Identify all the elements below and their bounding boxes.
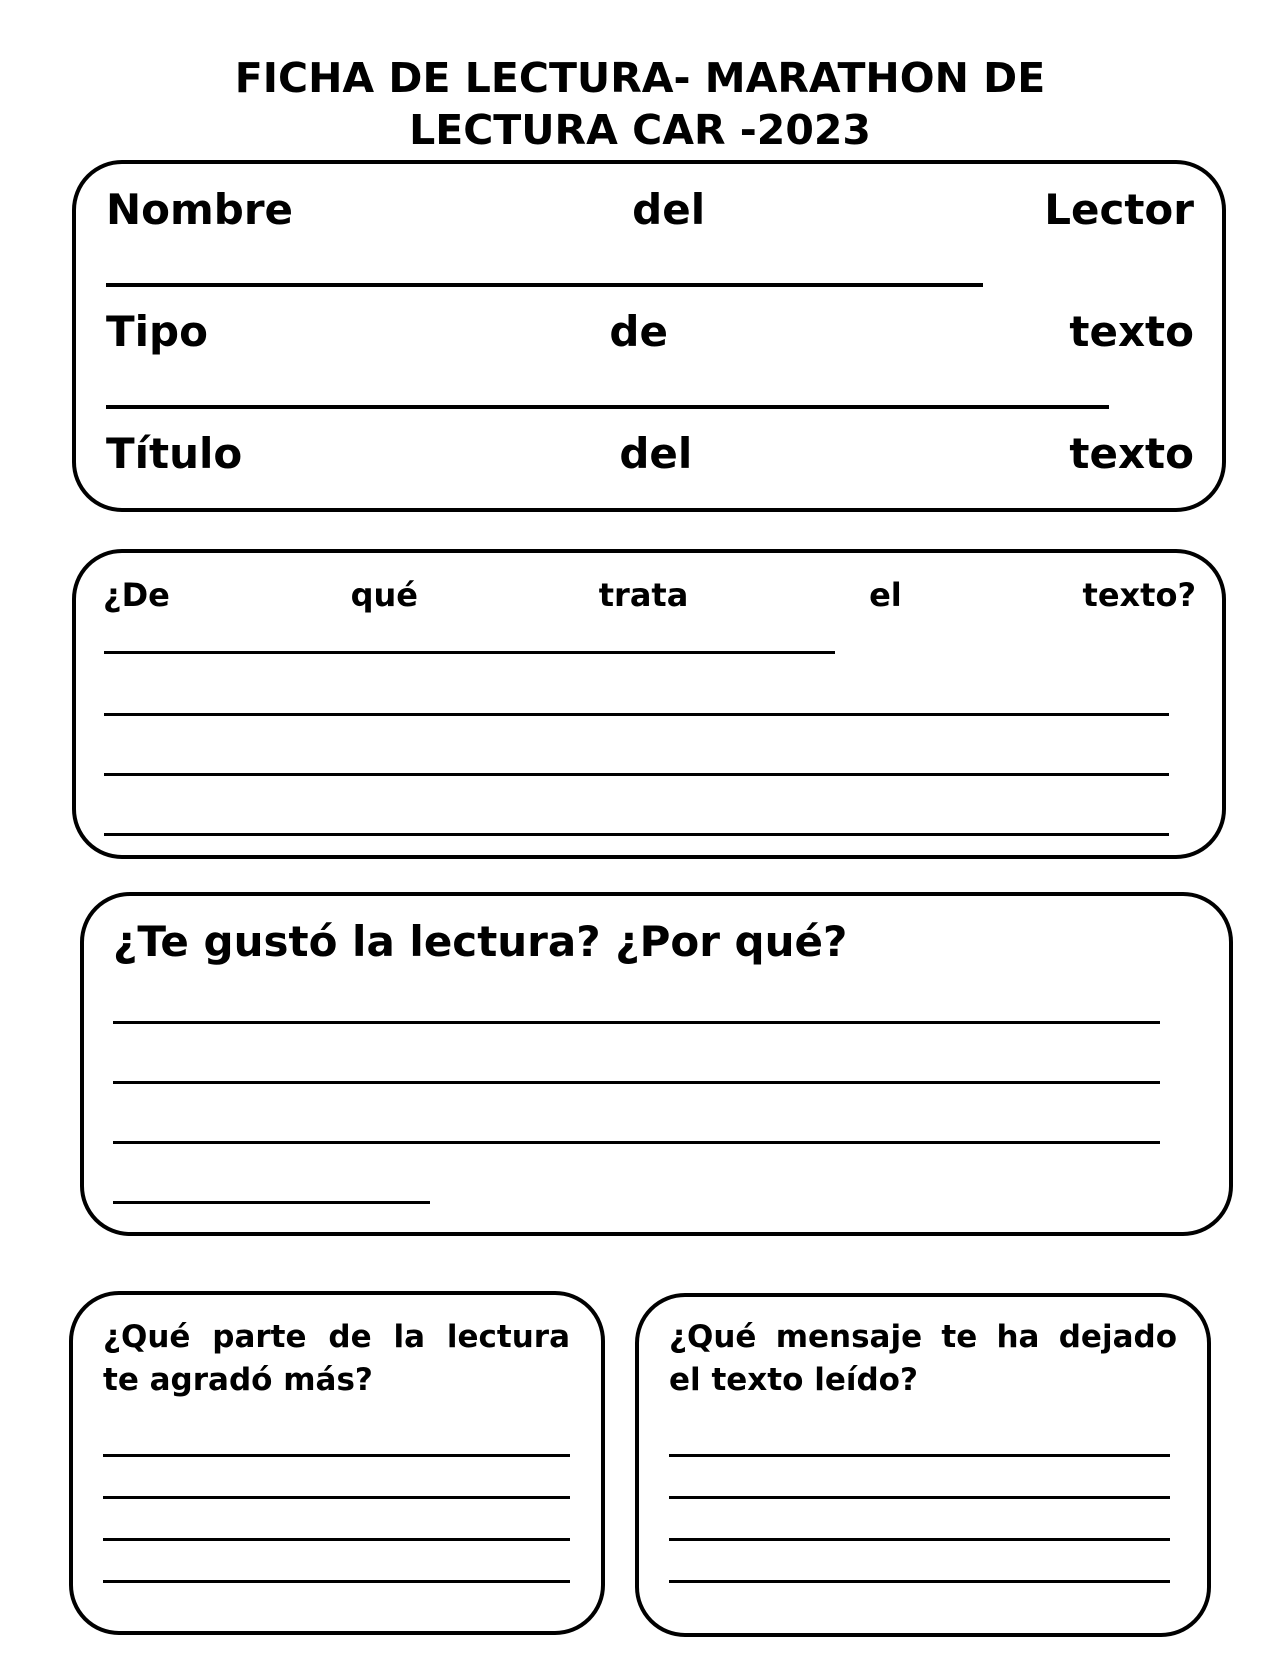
- message-question: ¿Qué mensaje te ha dejado el texto leído?: [669, 1319, 1177, 1398]
- page-title: [140, 52, 1140, 156]
- summary-word-5: texto?: [1082, 576, 1196, 614]
- summary-word-3: trata: [598, 576, 689, 614]
- opinion-question: ¿Te gustó la lectura? ¿Por qué?: [113, 917, 848, 966]
- text-title-label: [106, 428, 1194, 480]
- opinion-answer-line-4[interactable]: [113, 1201, 430, 1204]
- text-title-word-1: Título: [106, 429, 243, 478]
- text-type-word-3: texto: [1069, 307, 1194, 356]
- summary-answer-line-3[interactable]: [104, 773, 1169, 776]
- text-title-word-3: texto: [1069, 429, 1194, 478]
- message-line-4[interactable]: [669, 1580, 1170, 1583]
- text-title-word-2: del: [619, 429, 693, 478]
- summary-answer-line-2[interactable]: [104, 713, 1169, 716]
- favorite-part-line-4[interactable]: [103, 1580, 570, 1583]
- favorite-part-line-1[interactable]: [103, 1454, 570, 1457]
- summary-answer-line-4[interactable]: [104, 833, 1169, 836]
- title-line-2: LECTURA CAR -2023: [409, 106, 871, 154]
- opinion-answer-line-2[interactable]: [113, 1081, 1160, 1084]
- message-line-1[interactable]: [669, 1454, 1170, 1457]
- favorite-part-question: ¿Qué parte de la lectura te agradó más?: [103, 1319, 570, 1398]
- summary-answer-line-1[interactable]: [104, 651, 835, 654]
- text-summary-question: [103, 575, 1196, 615]
- reader-name-word-2: del: [632, 185, 706, 234]
- favorite-part-line-2[interactable]: [103, 1496, 570, 1499]
- reader-name-label: [106, 184, 1194, 236]
- summary-word-4: el: [869, 576, 902, 614]
- opinion-answer-line-1[interactable]: [113, 1021, 1160, 1024]
- reader-name-word-1: Nombre: [106, 185, 294, 234]
- text-type-word-2: de: [609, 307, 668, 356]
- opinion-answer-line-3[interactable]: [113, 1141, 1160, 1144]
- text-type-field[interactable]: [106, 405, 1109, 409]
- message-line-3[interactable]: [669, 1538, 1170, 1541]
- favorite-part-line-3[interactable]: [103, 1538, 570, 1541]
- text-type-label: [106, 306, 1194, 358]
- text-type-word-1: Tipo: [106, 307, 208, 356]
- summary-word-1: ¿De: [103, 576, 170, 614]
- reader-name-field[interactable]: [106, 283, 983, 287]
- summary-word-2: qué: [350, 576, 418, 614]
- title-line-1: FICHA DE LECTURA- MARATHON DE: [234, 54, 1046, 102]
- message-line-2[interactable]: [669, 1496, 1170, 1499]
- reader-name-word-3: Lector: [1044, 185, 1194, 234]
